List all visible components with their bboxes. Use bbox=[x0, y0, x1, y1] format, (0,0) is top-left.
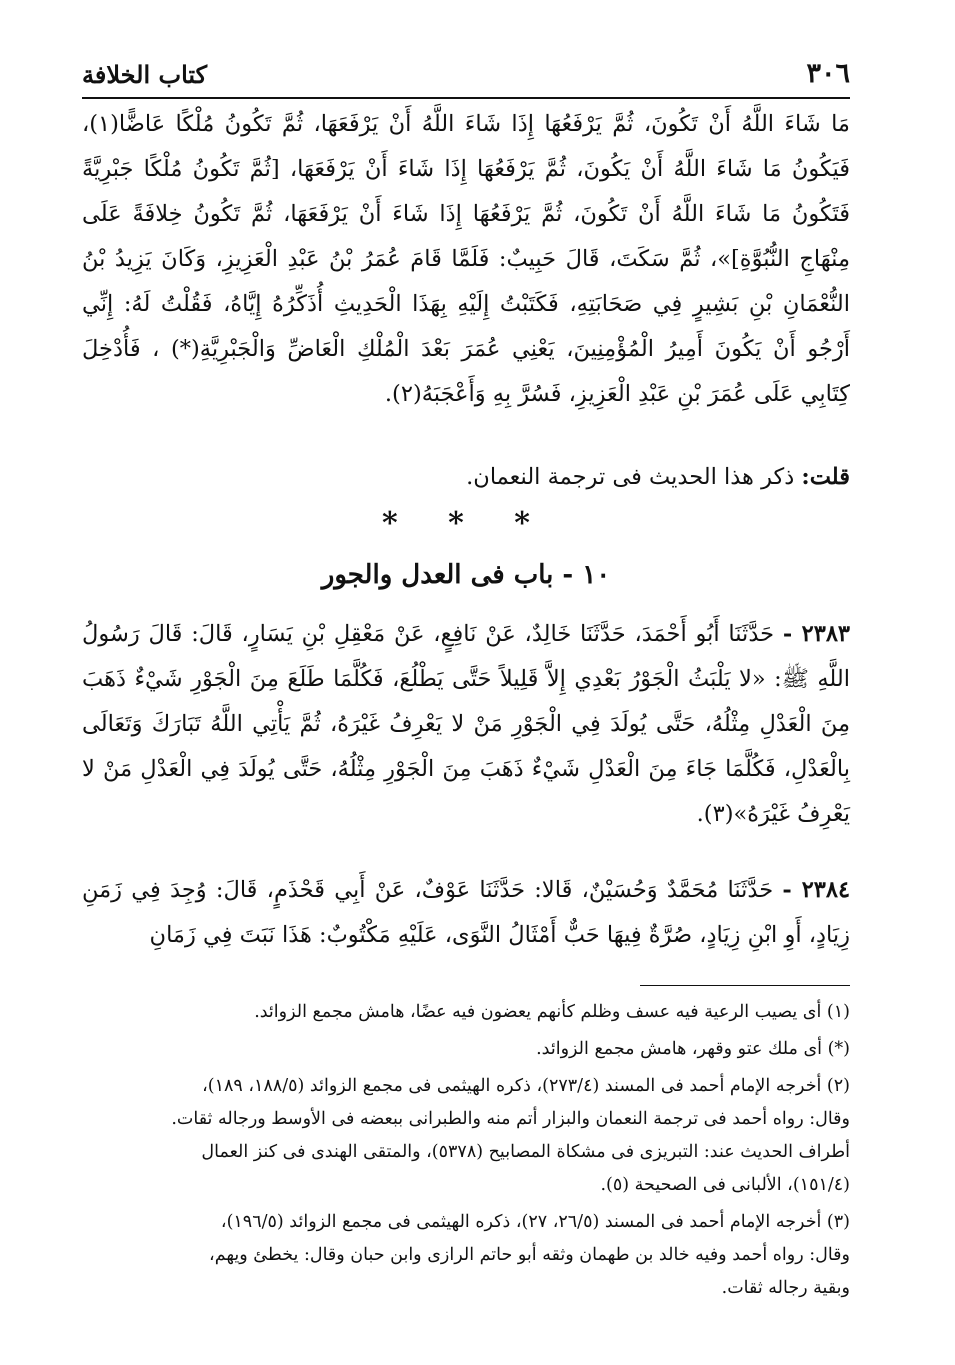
footnote-line: (٢) أخرجه الإمام أحمد فى المسند (٢٧٣/٤)، ذكره الهيثمى فى مجمع الزوائد (١٨٨/٥، ١٨٩)، bbox=[202, 1076, 850, 1096]
hadith-continuation-text: مَا شَاءَ اللَّهُ أَنْ تَكُونَ، ثُمَّ يَرْفَعُهَا إِذَا شَاءَ اللَّهُ أَنْ يَرْفَعَهَا، ثُمَّ تَكُونُ مُلْكًا عَاضًّا(١)، فَيَكُونُ مَا شَاءَ اللَّهُ أَنْ يَكُونَ، ثُمَّ يَرْفَعُهَا إِذَا شَاءَ أَنْ يَرْفَعَهَا، [ثُمَّ تَكُونُ مُلْكًا جَبْرِيَّةً فَتَكُونُ مَا شَاءَ اللَّهُ أَنْ تَكُونَ، ثُمَّ يَرْفَعُهَا إِذَا شَاءَ أَنْ يَرْفَعَهَا، ثُمَّ تَكُونُ خِلافَةً عَلَى مِنْهَاجِ النُّبُوَّةِ]»، ثُمَّ سَكَتَ، قَالَ حَبِيبٌ: فَلَمَّا قَامَ عُمَرُ بْنُ عَبْدِ الْعَزِيزِ، وَكَانَ يَزِيدُ بْنُ النُّعْمَانِ بْنِ بَشِيرٍ فِي صَحَابَتِهِ، فَكَتَبْتُ إِلَيْهِ بِهَذَا الْحَدِيثِ أُذَكِّرُهُ إِيَّاهُ، فَقُلْتُ لَهُ: إِنِّي أَرْجُو أَنْ يَكُونَ أَمِيرُ الْمُؤْمِنِينَ، يَعْنِي عُمَرَ بَعْدَ الْمُلْكِ الْعَاضِّ وَالْجَبْرِيَّةِ(*) ، فَأُدْخِلَ كِتَابِي عَلَى عُمَرَ بْنِ عَبْدِ الْعَزِيزِ، فَسُرَّ بِهِ وَأَعْجَبَهُ(٢). bbox=[82, 111, 850, 407]
running-title: كتاب الخلافة bbox=[82, 60, 208, 89]
editor-note-label: قلت: bbox=[801, 464, 850, 490]
footnote bbox=[82, 1070, 850, 1202]
hadith-2384 bbox=[82, 868, 850, 958]
footnote bbox=[82, 996, 850, 1029]
hadith-2383 bbox=[82, 612, 850, 837]
header-rule bbox=[82, 97, 850, 99]
page-number: ٣٠٦ bbox=[806, 58, 850, 89]
footnote-line: (١٥١/٤)، الألبانى فى الصحيحة (٥). bbox=[600, 1175, 850, 1195]
footnote-line: (٣) أخرجه الإمام أحمد فى المسند (٢٦/٥، ٢٧)، ذكره الهيثمى فى مجمع الزوائد (١٩٦/٥)، bbox=[220, 1212, 850, 1232]
footnote-line: أطراف الحديث عند: التبريزى فى مشكاة المصابيح (٥٣٧٨)، والمتقى الهندى فى كنز العمال bbox=[201, 1142, 850, 1162]
editor-note bbox=[82, 455, 850, 500]
hadith-text: حَدَّثَنَا أَبُو أَحْمَدَ، حَدَّثَنَا خَالِدٌ، عَنْ نَافِعٍ، عَنْ مَعْقِلِ بْنِ يَسَارٍ، قَالَ: قَالَ رَسُولُ اللَّهِ ﷺ: «لا يَلْبَثُ الْجَوْرُ بَعْدِي إِلاَّ قَلِيلاً حَتَّى يَطْلُعَ، فَكُلَّمَا طَلَعَ مِنَ الْجَوْرِ شَيْءٌ ذَهَبَ مِنَ الْعَدْلِ مِثْلُهُ، حَتَّى يُولَدَ فِي الْجَوْرِ مَنْ لا يَعْرِفُ غَيْرَهُ، ثُمَّ يَأْتِي اللَّهُ تَبَارَكَ وَتَعَالَى بِالْعَدْلِ، فَكُلَّمَا جَاءَ مِنَ الْعَدْلِ شَيْءٌ ذَهَبَ مِنَ الْجَوْرِ مِثْلُهُ، حَتَّى يُولَدَ فِي الْعَدْلِ مَنْ لا يَعْرِفُ غَيْرَهُ»(٣). bbox=[82, 621, 850, 827]
footnote-line: (*) أى ملك عتو وقهر، هامش مجمع الزوائد. bbox=[536, 1039, 850, 1059]
chapter-heading: ١٠ - باب فى العدل والجور bbox=[321, 560, 611, 590]
footnote bbox=[82, 1206, 850, 1305]
footnote-line: وبقية رجاله ثقات. bbox=[721, 1278, 850, 1298]
footnote-line: وقال: رواه أحمد وفيه خالد بن طهمان وثقه أبو حاتم الرازى وابن حبان وقال: يخطئ ويهم، bbox=[209, 1245, 850, 1265]
footnotes bbox=[82, 996, 850, 1309]
section-separator: * * * bbox=[382, 506, 550, 541]
hadith-number: ٢٣٨٣ - bbox=[782, 621, 850, 647]
hadith-text: حَدَّثَنَا مُحَمَّدٌ وَحُسَيْنٌ، قَالا: حَدَّثَنَا عَوْفٌ، عَنْ أَبِي قَحْذَمٍ، قَالَ: وُجِدَ فِي زَمَنِ زِيَادٍ، أَوِ ابْنِ زِيَادٍ، صُرَّةٌ فِيهَا حَبٌّ أَمْثَالُ النَّوَى، عَلَيْهِ مَكْتُوبٌ: هَذَا نَبَتَ فِي زَمَانِ bbox=[82, 877, 850, 948]
page-header bbox=[82, 58, 850, 98]
footnote bbox=[82, 1033, 850, 1066]
hadith-number: ٢٣٨٤ - bbox=[782, 877, 851, 903]
hadith-continuation bbox=[82, 102, 850, 417]
editor-note-text: ذكر هذا الحديث فى ترجمة النعمان. bbox=[466, 464, 795, 490]
footnote-rule bbox=[640, 985, 850, 986]
footnote-line: وقال: رواه أحمد فى ترجمة النعمان والبزار أتم منه والطبرانى ببعضه فى الأوسط ورجاله ثقات. bbox=[171, 1109, 850, 1129]
footnote-line: (١) أى يصيب الرعية فيه عسف وظلم كأنهم يعضون فيه عضًا، هامش مجمع الزوائد. bbox=[254, 1002, 850, 1022]
